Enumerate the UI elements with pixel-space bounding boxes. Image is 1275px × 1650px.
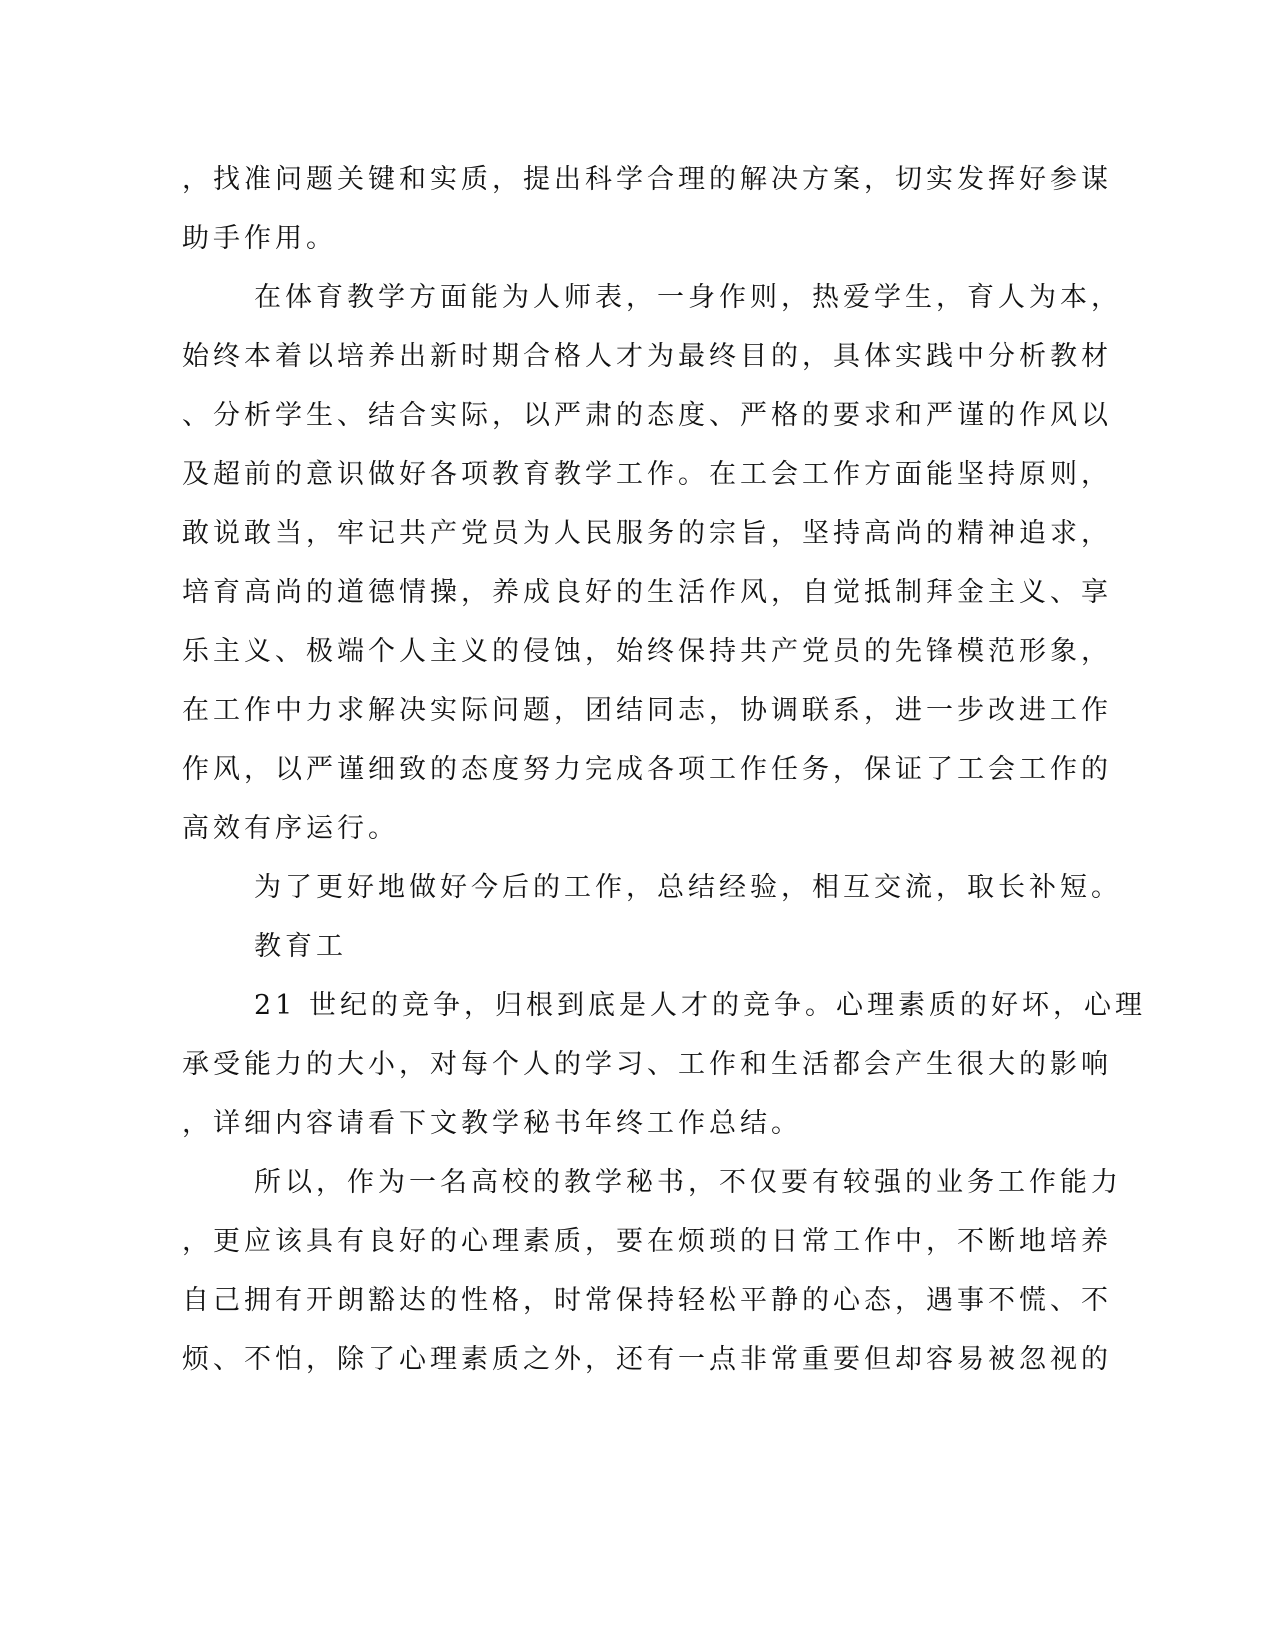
text-line: 在体育教学方面能为人师表，一身作则，热爱学生，育人为本， — [254, 282, 1122, 313]
text-line: ，找准问题关键和实质，提出科学合理的解决方案，切实发挥好参谋 — [182, 164, 1112, 195]
text-line: 教育工 — [254, 931, 347, 962]
text-line: 高效有序运行。 — [182, 813, 399, 844]
text-line: 、分析学生、结合实际，以严肃的态度、严格的要求和严谨的作风以 — [182, 400, 1112, 431]
text-line: 在工作中力求解决实际问题，团结同志，协调联系，进一步改进工作 — [182, 695, 1112, 726]
text-line: ，详细内容请看下文教学秘书年终工作总结。 — [182, 1108, 802, 1139]
text-line: 所以，作为一名高校的教学秘书，不仅要有较强的业务工作能力 — [254, 1167, 1122, 1198]
text-line: 作风，以严谨细致的态度努力完成各项工作任务，保证了工会工作的 — [182, 754, 1112, 785]
text-line: 乐主义、极端个人主义的侵蚀，始终保持共产党员的先锋模范形象， — [182, 636, 1112, 667]
text-line: 承受能力的大小，对每个人的学习、工作和生活都会产生很大的影响 — [182, 1049, 1112, 1080]
text-line: ，更应该具有良好的心理素质，要在烦琐的日常工作中，不断地培养 — [182, 1226, 1112, 1257]
text-line: 及超前的意识做好各项教育教学工作。在工会工作方面能坚持原则， — [182, 459, 1112, 490]
text-line: 培育高尚的道德情操，养成良好的生活作风，自觉抵制拜金主义、享 — [182, 577, 1112, 608]
text-line: 助手作用。 — [182, 223, 337, 254]
text-line: 烦、不怕，除了心理素质之外，还有一点非常重要但却容易被忽视的 — [182, 1344, 1112, 1375]
text-line: 21 世纪的竞争，归根到底是人才的竞争。心理素质的好坏，心理 — [254, 990, 1146, 1021]
text-line: 敢说敢当，牢记共产党员为人民服务的宗旨，坚持高尚的精神追求， — [182, 518, 1112, 549]
text-line: 自己拥有开朗豁达的性格，时常保持轻松平静的心态，遇事不慌、不 — [182, 1285, 1112, 1316]
text-line: 始终本着以培养出新时期合格人才为最终目的，具体实践中分析教材 — [182, 341, 1112, 372]
text-line: 为了更好地做好今后的工作，总结经验，相互交流，取长补短。 — [254, 872, 1122, 903]
